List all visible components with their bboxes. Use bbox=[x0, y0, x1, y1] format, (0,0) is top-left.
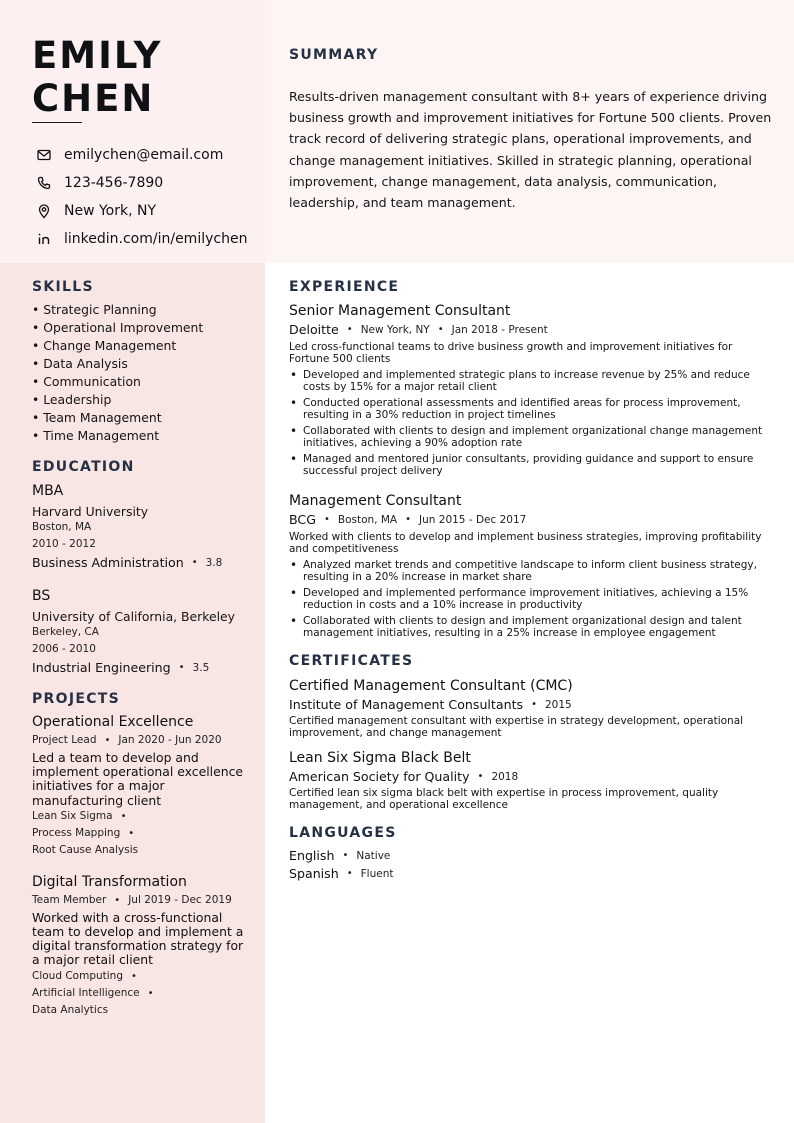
sidebar-content bbox=[32, 279, 246, 1018]
skill-item: • Leadership bbox=[32, 392, 112, 407]
certificate-description: Certified management consultant with expertise in strategy development, operational improvement, and change management bbox=[289, 715, 744, 739]
job-entry bbox=[289, 301, 775, 477]
skill-item: • Operational Improvement bbox=[32, 320, 204, 335]
project-entry bbox=[32, 872, 246, 1018]
location-text: New York, NY bbox=[64, 203, 157, 219]
job-meta bbox=[289, 321, 775, 339]
job-description: Led cross-functional teams to drive business growth and improvement initiatives for Fortune 500 clients bbox=[289, 341, 733, 365]
candidate-name bbox=[32, 34, 162, 120]
project-tag: Artificial Intelligence • bbox=[32, 985, 246, 1002]
separator-dot: • bbox=[346, 868, 353, 879]
field-of-study: Business Administration bbox=[32, 555, 184, 570]
project-meta bbox=[32, 892, 246, 909]
company: BCG bbox=[289, 512, 316, 527]
job-entry bbox=[289, 491, 775, 639]
certificate-issuer: American Society for Quality bbox=[289, 769, 470, 784]
certificate-year: 2015 bbox=[544, 699, 572, 711]
job-meta bbox=[289, 511, 775, 529]
separator-dot: • bbox=[342, 850, 349, 861]
education-heading: EDUCATION bbox=[32, 459, 135, 475]
name-last: CHEN bbox=[32, 77, 155, 120]
project-tag: Root Cause Analysis bbox=[32, 843, 139, 856]
project-role: Team Member bbox=[32, 893, 107, 906]
bullet-item: • Collaborated with clients to design and implement organizational change management initiatives, achieving a 90% adoption rate bbox=[289, 425, 775, 449]
certificate-name: Lean Six Sigma Black Belt bbox=[289, 750, 471, 766]
degree: BS bbox=[32, 588, 51, 604]
certificate-year: 2018 bbox=[491, 771, 519, 783]
phone-icon bbox=[32, 173, 56, 193]
skill-item: • Time Management bbox=[32, 428, 160, 443]
separator-dot: • bbox=[437, 324, 444, 335]
contact-phone[interactable] bbox=[32, 169, 247, 197]
main-content bbox=[289, 279, 775, 883]
bullet-item: • Conducted operational assessments and identified areas for process improvement, resulting in a 30% reduction in project timelines bbox=[289, 397, 775, 421]
skills-list bbox=[32, 301, 246, 445]
project-role: Project Lead bbox=[32, 734, 97, 746]
skill-item: • Strategic Planning bbox=[32, 302, 157, 317]
bullet-item: • Managed and mentored junior consultants, providing guidance and support to ensure successful project delivery bbox=[289, 453, 775, 477]
certificates-heading: CERTIFICATES bbox=[289, 653, 414, 669]
bullet-item: • Analyzed market trends and competitive landscape to inform client business strategy, resulting in a 20% increase in market share bbox=[289, 559, 775, 583]
location-pin-icon bbox=[32, 201, 56, 221]
job-dates: Jun 2015 - Dec 2017 bbox=[419, 514, 527, 526]
mail-icon bbox=[32, 145, 56, 165]
skills-heading: SKILLS bbox=[32, 279, 94, 295]
job-location: Boston, MA bbox=[337, 514, 398, 526]
job-bullets bbox=[289, 369, 775, 477]
education-entry bbox=[32, 586, 246, 677]
job-bullets bbox=[289, 559, 775, 639]
separator-dot: • bbox=[531, 699, 537, 710]
school-name: University of California, Berkeley bbox=[32, 609, 236, 624]
certificate-meta bbox=[289, 696, 775, 714]
field-of-study-row bbox=[32, 554, 246, 572]
job-description: Worked with clients to develop and implement business strategies, improving profitability and competitiveness bbox=[289, 531, 762, 555]
project-tag: Cloud Computing • bbox=[32, 968, 246, 985]
separator-dot: • bbox=[405, 514, 412, 525]
separator-dot: • bbox=[114, 894, 121, 906]
bullet-item: • Collaborated with clients to design and implement organizational design and talent management initiatives, resulting in a 25% increase in employee engagement bbox=[289, 615, 775, 639]
separator-dot: • bbox=[323, 514, 330, 525]
gpa: 3.8 bbox=[205, 557, 223, 569]
separator-dot: • bbox=[178, 662, 185, 673]
certificate-name: Certified Management Consultant (CMC) bbox=[289, 678, 573, 694]
company: Deloitte bbox=[289, 322, 339, 337]
certificate-entry bbox=[289, 748, 775, 811]
project-meta bbox=[32, 732, 246, 749]
certificate-entry bbox=[289, 676, 775, 739]
education-dates: 2010 - 2012 bbox=[32, 538, 96, 550]
education-entry bbox=[32, 481, 246, 572]
projects-heading: PROJECTS bbox=[32, 691, 121, 707]
job-location: New York, NY bbox=[360, 324, 430, 336]
language-name: Spanish bbox=[289, 866, 339, 881]
project-description: Worked with a cross-functional team to develop and implement a digital transformation strategy for a major retail client bbox=[32, 909, 244, 968]
skill-item: • Data Analysis bbox=[32, 356, 128, 371]
languages-heading: LANGUAGES bbox=[289, 825, 397, 841]
separator-dot: • bbox=[131, 970, 137, 982]
linkedin-text: linkedin.com/in/emilychen bbox=[64, 231, 248, 247]
skill-item: • Team Management bbox=[32, 410, 162, 425]
experience-heading: EXPERIENCE bbox=[289, 279, 400, 295]
summary-heading: SUMMARY bbox=[289, 47, 379, 63]
field-of-study-row bbox=[32, 659, 246, 677]
certificate-issuer: Institute of Management Consultants bbox=[289, 697, 524, 712]
education-dates: 2006 - 2010 bbox=[32, 643, 96, 655]
degree: MBA bbox=[32, 483, 64, 499]
project-entry bbox=[32, 712, 246, 858]
project-tag: Process Mapping • bbox=[32, 825, 246, 842]
contact-location bbox=[32, 197, 247, 225]
language-row bbox=[289, 847, 775, 865]
separator-dot: • bbox=[191, 557, 198, 568]
bullet-item: • Developed and implemented performance improvement initiatives, achieving a 15% reduction in costs and a 10% increase in productivity bbox=[289, 587, 775, 611]
linkedin-icon bbox=[32, 229, 56, 249]
project-tag: Lean Six Sigma • bbox=[32, 808, 246, 825]
contact-list bbox=[32, 141, 247, 253]
phone-text: 123-456-7890 bbox=[64, 175, 164, 191]
summary-text: Results-driven management consultant with 8+ years of experience driving business growth and improvement initiatives for Fortune 500 clients. Proven track record of delivering strategic plans, operational improvements, and change management initiatives. Skilled in strategic planning, operational improvement, change management, data analysis, communication, leadership, and team management. bbox=[289, 89, 772, 211]
school-name: Harvard University bbox=[32, 504, 149, 519]
contact-linkedin[interactable] bbox=[32, 225, 247, 253]
separator-dot: • bbox=[346, 324, 353, 335]
field-of-study: Industrial Engineering bbox=[32, 660, 171, 675]
certificate-description: Certified lean six sigma black belt with expertise in process improvement, quality management, and operational excellence bbox=[289, 787, 719, 811]
job-title: Senior Management Consultant bbox=[289, 303, 511, 319]
language-name: English bbox=[289, 848, 335, 863]
job-title: Management Consultant bbox=[289, 493, 462, 509]
name-first: EMILY bbox=[32, 34, 163, 77]
separator-dot: • bbox=[147, 987, 154, 999]
school-location: Boston, MA bbox=[32, 521, 92, 533]
project-dates: Jan 2020 - Jun 2020 bbox=[118, 734, 222, 746]
separator-dot: • bbox=[120, 810, 127, 822]
language-row bbox=[289, 865, 775, 883]
contact-email[interactable] bbox=[32, 141, 247, 169]
school-location: Berkeley, CA bbox=[32, 626, 99, 638]
project-tag: Data Analytics bbox=[32, 1003, 109, 1016]
project-description: Led a team to develop and implement operational excellence initiatives for a major manufacturing client bbox=[32, 750, 244, 808]
skill-item: • Communication bbox=[32, 374, 141, 389]
name-divider bbox=[32, 122, 82, 123]
bullet-item: • Developed and implemented strategic plans to increase revenue by 25% and reduce costs by 15% for a major retail client bbox=[289, 369, 775, 393]
job-dates: Jan 2018 - Present bbox=[451, 324, 548, 336]
language-level: Fluent bbox=[360, 868, 394, 880]
separator-dot: • bbox=[477, 771, 484, 782]
project-name: Operational Excellence bbox=[32, 714, 194, 730]
email-text: emilychen@email.com bbox=[64, 147, 224, 163]
project-name: Digital Transformation bbox=[32, 873, 187, 890]
language-level: Native bbox=[356, 850, 391, 862]
separator-dot: • bbox=[128, 827, 135, 839]
gpa: 3.5 bbox=[192, 662, 210, 674]
skill-item: • Change Management bbox=[32, 338, 177, 353]
certificate-meta bbox=[289, 768, 775, 786]
separator-dot: • bbox=[104, 735, 111, 746]
project-dates: Jul 2019 - Dec 2019 bbox=[128, 893, 232, 906]
